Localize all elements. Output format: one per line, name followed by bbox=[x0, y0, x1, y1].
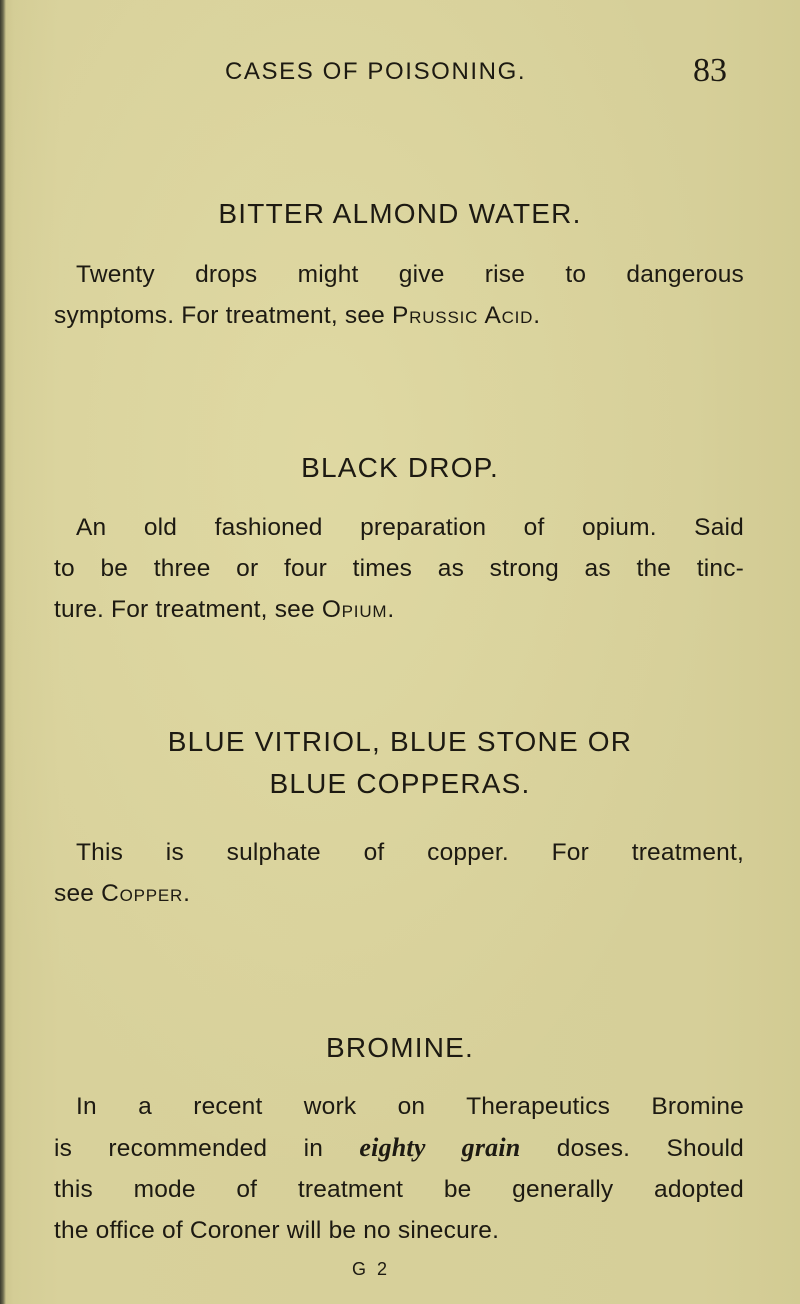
section-heading-black-drop: BLACK DROP. bbox=[301, 452, 499, 483]
text-line: This is sulphate of copper. For treatment, bbox=[76, 839, 744, 866]
page-spine-shadow bbox=[0, 0, 6, 1304]
section-heading-bromine: BROMINE. bbox=[325, 1032, 475, 1063]
cross-reference-copper: Copper bbox=[101, 880, 184, 907]
section-text-bromine bbox=[54, 1086, 744, 1251]
text-line: ture. For treatment, see Opium. bbox=[54, 596, 395, 623]
section-text-bitter-almond-water bbox=[54, 254, 744, 336]
signature-mark: G 2 bbox=[352, 1259, 391, 1279]
section-text-blue-vitriol bbox=[54, 832, 744, 914]
text-line: An old fashioned preparation of opium. Said bbox=[76, 514, 744, 541]
cross-reference-prussic-acid: Prussic Acid bbox=[392, 302, 534, 329]
text-line: Twenty drops might give rise to dangerous bbox=[76, 261, 744, 288]
section-heading-blue-vitriol-line-1: BLUE VITRIOL, BLUE STONE OR bbox=[167, 726, 633, 757]
page-number: 83 bbox=[693, 52, 727, 89]
section-heading-blue-vitriol-line-2: BLUE COPPERAS. bbox=[269, 768, 531, 799]
text-line: In a recent work on Therapeutics Bromine bbox=[76, 1093, 744, 1120]
text-line: is recommended in eighty grain doses. Should bbox=[54, 1133, 744, 1162]
running-head: CASES OF POISONING. bbox=[225, 58, 527, 85]
text-line: see Copper. bbox=[54, 880, 191, 907]
section-heading-bitter-almond-water: BITTER ALMOND WATER. bbox=[218, 198, 582, 229]
text-line: symptoms. For treatment, see Prussic Acid. bbox=[54, 302, 541, 329]
section-text-black-drop bbox=[54, 507, 744, 630]
cross-reference-opium: Opium bbox=[321, 596, 388, 623]
text-line: this mode of treatment be generally adopted bbox=[54, 1176, 744, 1203]
text-line: the office of Coroner will be no sinecure. bbox=[54, 1217, 500, 1244]
emphasis-eighty-grain: eighty grain bbox=[359, 1133, 521, 1162]
text-line: to be three or four times as strong as the tinc- bbox=[54, 555, 744, 582]
